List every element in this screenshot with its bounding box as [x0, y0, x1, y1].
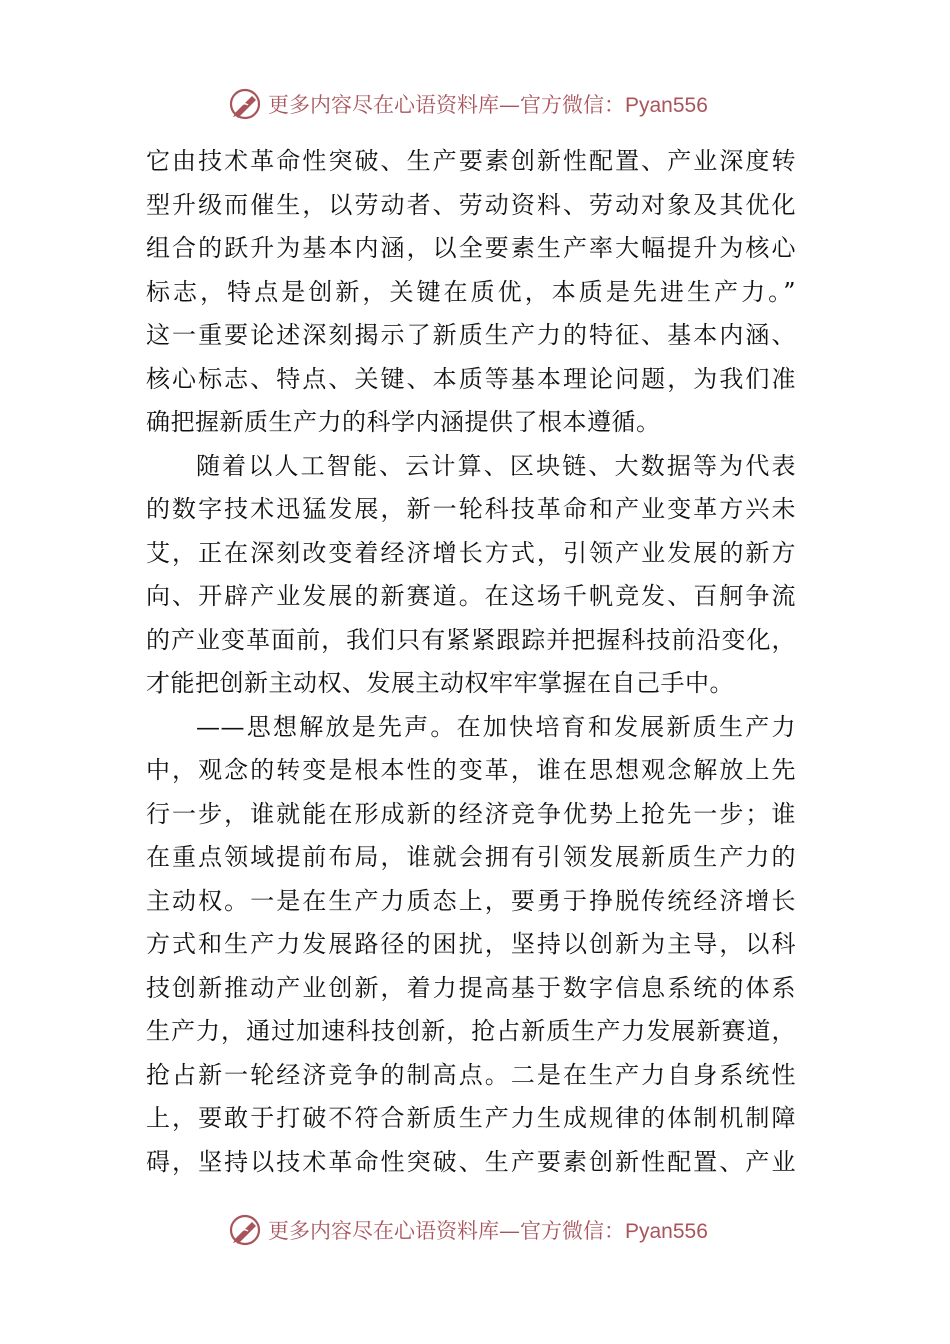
text-line: 上，要敢于打破不符合新质生产力生成规律的体制机制障 [146, 1104, 796, 1132]
text-line: 中，观念的转变是根本性的变革，谁在思想观念解放上先 [146, 756, 796, 784]
text-line: 才能把创新主动权、发展主动权牢牢掌握在自己手中。 [146, 669, 734, 697]
footer-banner-wechat-id: Pyan556 [625, 1220, 708, 1243]
text-line: 核心标志、特点、关键、本质等基本理论问题，为我们准 [146, 364, 796, 393]
header-banner-text [268, 89, 708, 119]
header-watermark-banner [228, 84, 708, 124]
footer-banner-dash: — [499, 1219, 520, 1243]
footer-watermark-banner [228, 1210, 708, 1250]
text-line: 抢占新一轮经济竞争的制高点。二是在生产力自身系统性 [146, 1060, 796, 1089]
header-banner-official: 官方微信： [520, 93, 625, 117]
text-line: 组合的跃升为基本内涵，以全要素生产率大幅提升为核心 [146, 234, 796, 262]
pen-logo-icon [228, 87, 262, 121]
paragraph-1 [146, 140, 796, 445]
footer-banner-text [268, 1215, 708, 1245]
text-line: ——思想解放是先声。在加快培育和发展新质生产力 [196, 712, 796, 741]
text-line: 随着以人工智能、云计算、区块链、大数据等为代表 [196, 451, 796, 480]
text-line: 这一重要论述深刻揭示了新质生产力的特征、基本内涵、 [146, 321, 796, 349]
pen-logo-icon [228, 1213, 262, 1247]
text-line: 的产业变革面前，我们只有紧紧跟踪并把握科技前沿变化， [146, 625, 796, 654]
paragraph-2 [146, 445, 796, 706]
text-line: 技创新推动产业创新，着力提高基于数字信息系统的体系 [146, 973, 796, 1002]
text-line: 标志，特点是创新，关键在质优，本质是先进生产力。” [146, 277, 796, 306]
paragraph-3 [146, 706, 796, 1185]
text-line: 艾，正在深刻改变着经济增长方式，引领产业发展的新方 [146, 538, 796, 567]
footer-banner-official: 官方微信： [520, 1219, 625, 1243]
text-line: 的数字技术迅猛发展，新一轮科技革命和产业变革方兴未 [146, 495, 796, 523]
text-line: 型升级而催生，以劳动者、劳动资料、劳动对象及其优化 [146, 190, 796, 219]
text-line: 它由技术革命性突破、生产要素创新性配置、产业深度转 [146, 147, 796, 175]
text-line: 方式和生产力发展路径的困扰，坚持以创新为主导，以科 [146, 930, 796, 958]
text-line: 碍，坚持以技术革命性突破、生产要素创新性配置、产业 [146, 1147, 796, 1176]
text-line: 向、开辟产业发展的新赛道。在这场千帆竞发、百舸争流 [146, 582, 796, 610]
footer-banner-main: 更多内容尽在心语资料库 [268, 1219, 499, 1243]
article-body [146, 140, 796, 1184]
text-line: 行一步，谁就能在形成新的经济竞争优势上抢先一步；谁 [146, 799, 796, 828]
header-banner-wechat-id: Pyan556 [625, 94, 708, 117]
header-banner-main: 更多内容尽在心语资料库 [268, 93, 499, 117]
text-line: 确把握新质生产力的科学内涵提供了根本遵循。 [146, 408, 661, 436]
text-line: 主动权。一是在生产力质态上，要勇于挣脱传统经济增长 [146, 886, 796, 915]
text-line: 生产力，通过加速科技创新，抢占新质生产力发展新赛道， [146, 1017, 796, 1045]
text-line: 在重点领域提前布局，谁就会拥有引领发展新质生产力的 [146, 843, 796, 871]
header-banner-dash: — [499, 93, 520, 117]
